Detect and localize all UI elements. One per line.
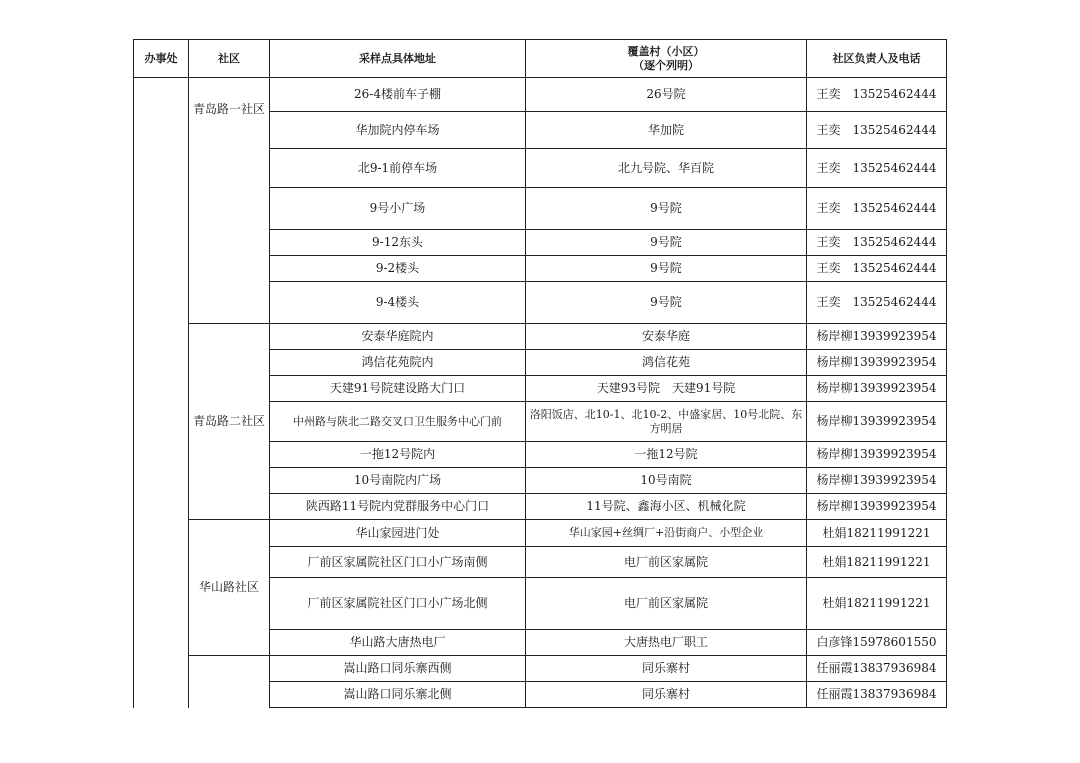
contact-cell: 杜娟18211991221	[807, 578, 947, 630]
coverage-cell: 10号南院	[526, 468, 807, 494]
coverage-cell: 大唐热电厂职工	[526, 630, 807, 656]
community-cell: 华山路社区	[189, 520, 270, 656]
contact-cell: 王奕 13525462444	[807, 78, 947, 112]
community-cell: 青岛路一社区	[189, 78, 270, 324]
coverage-cell: 华加院	[526, 112, 807, 149]
community-cell: 青岛路二社区	[189, 324, 270, 520]
contact-cell: 王奕 13525462444	[807, 282, 947, 324]
contact-cell: 杨岸柳13939923954	[807, 442, 947, 468]
coverage-cell: 天建93号院 天建91号院	[526, 376, 807, 402]
address-cell: 华山路大唐热电厂	[270, 630, 526, 656]
contact-cell: 王奕 13525462444	[807, 256, 947, 282]
contact-cell: 王奕 13525462444	[807, 149, 947, 188]
header-address: 采样点具体地址	[270, 40, 526, 78]
contact-cell: 杨岸柳13939923954	[807, 324, 947, 350]
header-office: 办事处	[134, 40, 189, 78]
header-community: 社区	[189, 40, 270, 78]
address-cell: 陕西路11号院内党群服务中心门口	[270, 494, 526, 520]
coverage-cell: 鸿信花苑	[526, 350, 807, 376]
office-cell	[134, 78, 189, 708]
address-cell: 嵩山路口同乐寨西侧	[270, 656, 526, 682]
address-cell: 天建91号院建设路大门口	[270, 376, 526, 402]
address-cell: 北9-1前停车场	[270, 149, 526, 188]
coverage-cell: 11号院、鑫海小区、机械化院	[526, 494, 807, 520]
contact-cell: 杨岸柳13939923954	[807, 494, 947, 520]
contact-cell: 杨岸柳13939923954	[807, 468, 947, 494]
address-cell: 华山家园进门处	[270, 520, 526, 547]
contact-cell: 任丽霞13837936984	[807, 682, 947, 708]
coverage-cell: 一拖12号院	[526, 442, 807, 468]
address-cell: 华加院内停车场	[270, 112, 526, 149]
community-cell	[189, 656, 270, 708]
contact-cell: 白彦锋15978601550	[807, 630, 947, 656]
contact-cell: 王奕 13525462444	[807, 230, 947, 256]
contact-cell: 王奕 13525462444	[807, 112, 947, 149]
contact-cell: 王奕 13525462444	[807, 188, 947, 230]
header-row	[134, 40, 947, 78]
contact-cell: 杨岸柳13939923954	[807, 402, 947, 442]
coverage-cell: 9号院	[526, 188, 807, 230]
table-row	[134, 78, 947, 112]
coverage-cell: 同乐寨村	[526, 682, 807, 708]
contact-cell: 杜娟18211991221	[807, 520, 947, 547]
address-cell: 一拖12号院内	[270, 442, 526, 468]
address-cell: 安泰华庭院内	[270, 324, 526, 350]
address-cell: 10号南院内广场	[270, 468, 526, 494]
coverage-cell: 同乐寨村	[526, 656, 807, 682]
address-cell: 厂前区家属院社区门口小广场南侧	[270, 547, 526, 578]
contact-cell: 杨岸柳13939923954	[807, 350, 947, 376]
table-row	[134, 324, 947, 350]
coverage-cell: 安泰华庭	[526, 324, 807, 350]
coverage-cell: 电厂前区家属院	[526, 547, 807, 578]
coverage-cell: 电厂前区家属院	[526, 578, 807, 630]
contact-cell: 杨岸柳13939923954	[807, 376, 947, 402]
address-cell: 9-2楼头	[270, 256, 526, 282]
coverage-cell: 洛阳饭店、北10-1、北10-2、中盛家居、10号北院、东方明居	[526, 402, 807, 442]
address-cell: 鸿信花苑院内	[270, 350, 526, 376]
address-cell: 9-12东头	[270, 230, 526, 256]
coverage-cell: 北九号院、华百院	[526, 149, 807, 188]
address-cell: 中州路与陕北二路交叉口卫生服务中心门前	[270, 402, 526, 442]
contact-cell: 任丽霞13837936984	[807, 656, 947, 682]
address-cell: 9-4楼头	[270, 282, 526, 324]
coverage-cell: 华山家园+丝绸厂+沿街商户、小型企业	[526, 520, 807, 547]
header-coverage-line1: 覆盖村（小区）	[627, 44, 705, 58]
header-coverage	[526, 40, 807, 78]
header-contact: 社区负责人及电话	[807, 40, 947, 78]
address-cell: 9号小广场	[270, 188, 526, 230]
address-cell: 厂前区家属院社区门口小广场北侧	[270, 578, 526, 630]
table-row	[134, 520, 947, 547]
sampling-sites-table	[133, 39, 947, 708]
coverage-cell: 9号院	[526, 282, 807, 324]
contact-cell: 杜娟18211991221	[807, 547, 947, 578]
coverage-cell: 9号院	[526, 256, 807, 282]
coverage-cell: 9号院	[526, 230, 807, 256]
address-cell: 嵩山路口同乐寨北侧	[270, 682, 526, 708]
table-row	[134, 656, 947, 682]
coverage-cell: 26号院	[526, 78, 807, 112]
address-cell: 26-4楼前车子棚	[270, 78, 526, 112]
header-coverage-line2: （逐个列明）	[633, 58, 699, 72]
